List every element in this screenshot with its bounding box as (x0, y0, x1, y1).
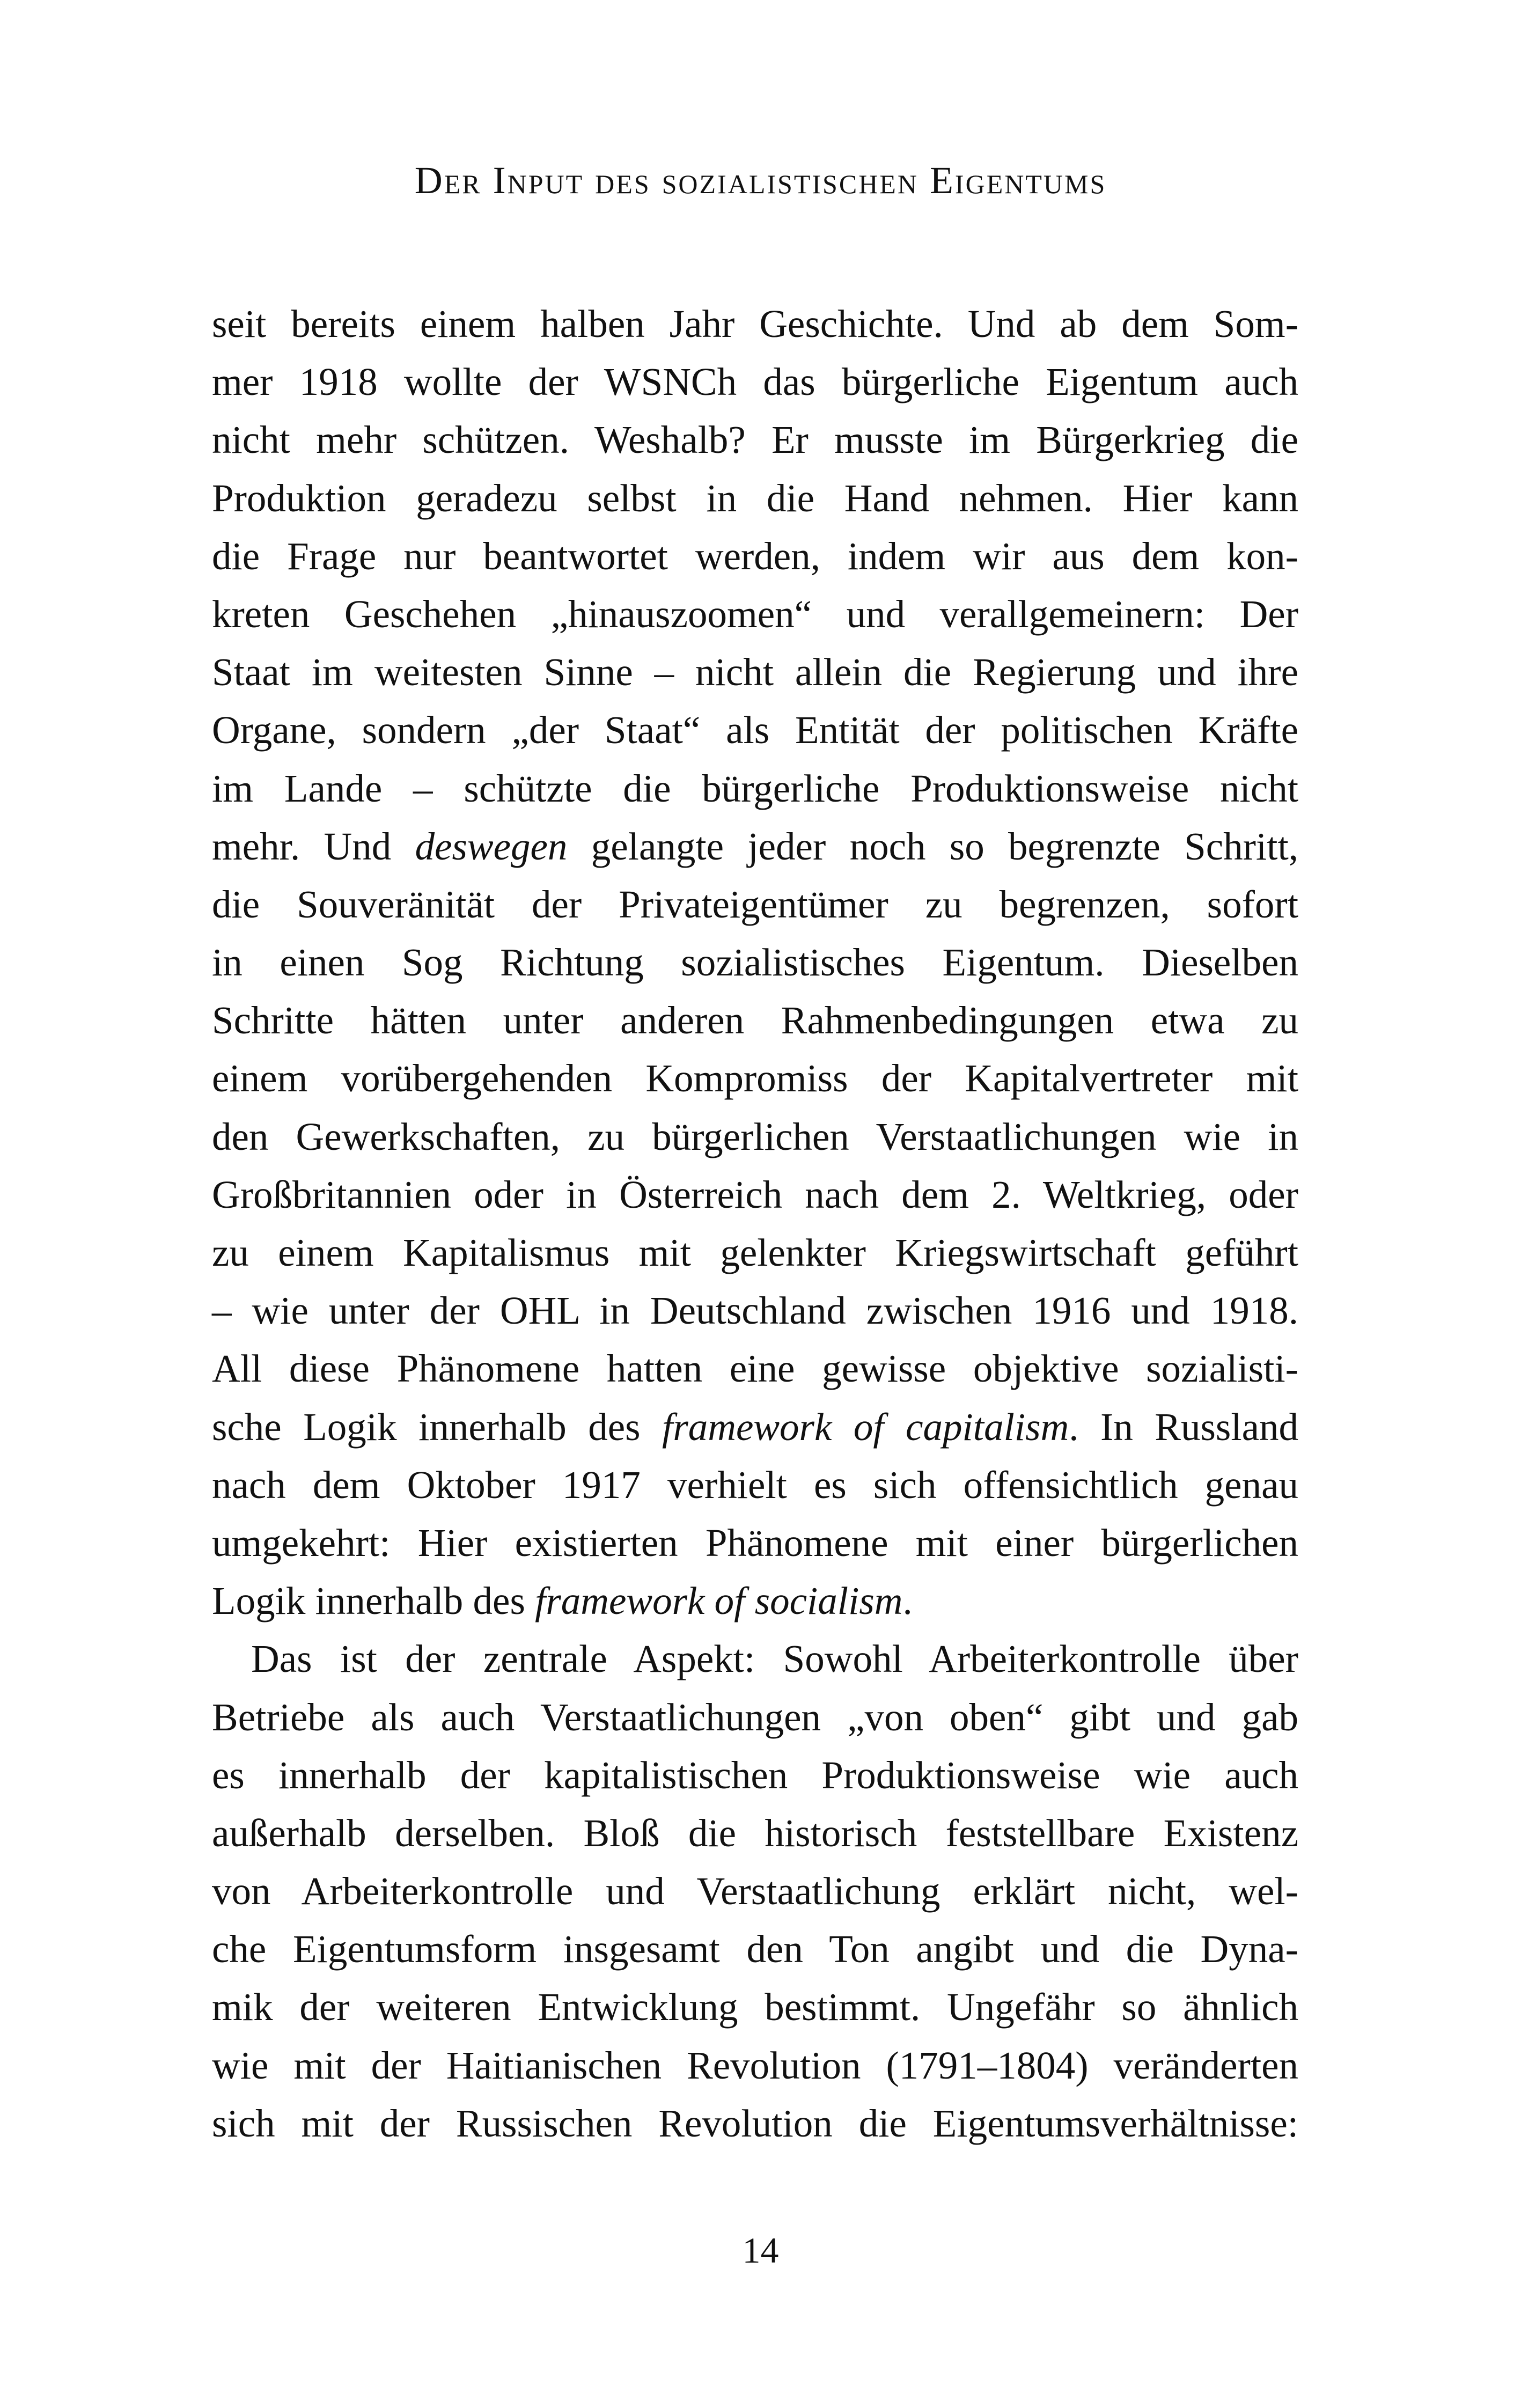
italic-text: framework of capitalism (662, 1405, 1069, 1449)
text-line: Das ist der zentrale Aspekt: Sowohl Arbeiterkontrolle über (251, 1637, 1298, 1681)
italic-text: deswegen (415, 824, 568, 868)
text-run: . In Russland (1069, 1405, 1298, 1449)
text-line: im Lande – schützte die bürgerliche Produktionsweise nicht (212, 766, 1298, 810)
text-line: sich mit der Russischen Revolution die Eigentumsverhältnisse: (212, 2101, 1298, 2145)
text-line: mer 1918 wollte der WSNCh das bürgerliche Eigentum auch (212, 360, 1298, 404)
text-run: sche Logik innerhalb des (212, 1405, 663, 1449)
text-line: in einen Sog Richtung sozialistisches Eigentum. Dieselben (212, 941, 1298, 985)
text-line: wie mit der Haitianischen Revolution (1791–1804) veränderten (212, 2043, 1298, 2087)
text-line: All diese Phänomene hatten eine gewisse objektive sozialisti- (212, 1347, 1298, 1391)
text-line: Schritte hätten unter anderen Rahmenbedingungen etwa zu (212, 999, 1298, 1043)
text-line (212, 1398, 1298, 1456)
text-run: mehr. Und (212, 824, 415, 868)
text-line: nicht mehr schützen. Weshalb? Er musste im Bürgerkrieg die (212, 418, 1298, 462)
text-line (212, 1572, 1298, 1630)
text-line: seit bereits einem halben Jahr Geschichte. Und ab dem Som- (212, 302, 1298, 346)
text-line: einem vorübergehenden Kompromiss der Kapitalvertreter mit (212, 1056, 1298, 1100)
text-line: den Gewerkschaften, zu bürgerlichen Verstaatlichungen wie in (212, 1114, 1298, 1158)
text-line: nach dem Oktober 1917 verhielt es sich offensichtlich genau (212, 1463, 1298, 1507)
text-run: . (902, 1579, 913, 1623)
text-run: gelangte jeder noch so begrenzte Schritt, (567, 824, 1298, 868)
text-line: kreten Geschehen „hinauszoomen“ und verallgemeinern: Der (212, 592, 1298, 636)
text-line: umgekehrt: Hier existierten Phänomene mit einer bürgerlichen (212, 1521, 1298, 1565)
text-line: zu einem Kapitalismus mit gelenkter Kriegswirtschaft geführt (212, 1231, 1298, 1274)
text-line: Betriebe als auch Verstaatlichungen „von oben“ gibt und gab (212, 1695, 1298, 1739)
text-line: Großbritannien oder in Österreich nach dem 2. Weltkrieg, oder (212, 1172, 1298, 1216)
text-line: es innerhalb der kapitalistischen Produktionsweise wie auch (212, 1753, 1298, 1797)
text-run: Logik innerhalb des (212, 1579, 535, 1623)
text-line: die Souveränität der Privateigentümer zu begrenzen, sofort (212, 882, 1298, 926)
text-line: außerhalb derselben. Bloß die historisch feststellbare Existenz (212, 1811, 1298, 1855)
text-line: Staat im weitesten Sinne – nicht allein die Regierung und ihre (212, 650, 1298, 694)
text-line: Organe, sondern „der Staat“ als Entität der politischen Kräfte (212, 708, 1298, 752)
running-head: Der Input des sozialistischen Eigentums (414, 159, 1107, 202)
text-line: Produktion geradezu selbst in die Hand nehmen. Hier kann (212, 476, 1298, 520)
text-line: che Eigentumsform insgesamt den Ton angibt und die Dyna- (212, 1927, 1298, 1971)
body-text (212, 295, 1298, 2153)
text-line: mik der weiteren Entwicklung bestimmt. Ungefähr so ähnlich (212, 1985, 1298, 2029)
page-number: 14 (742, 2230, 779, 2271)
text-line (212, 818, 1298, 876)
text-line: die Frage nur beantwortet werden, indem wir aus dem kon- (212, 534, 1298, 578)
text-line: von Arbeiterkontrolle und Verstaatlichung erklärt nicht, wel- (212, 1869, 1298, 1913)
text-line: – wie unter der OHL in Deutschland zwischen 1916 und 1918. (212, 1289, 1298, 1333)
italic-text: framework of socialism (535, 1579, 903, 1623)
